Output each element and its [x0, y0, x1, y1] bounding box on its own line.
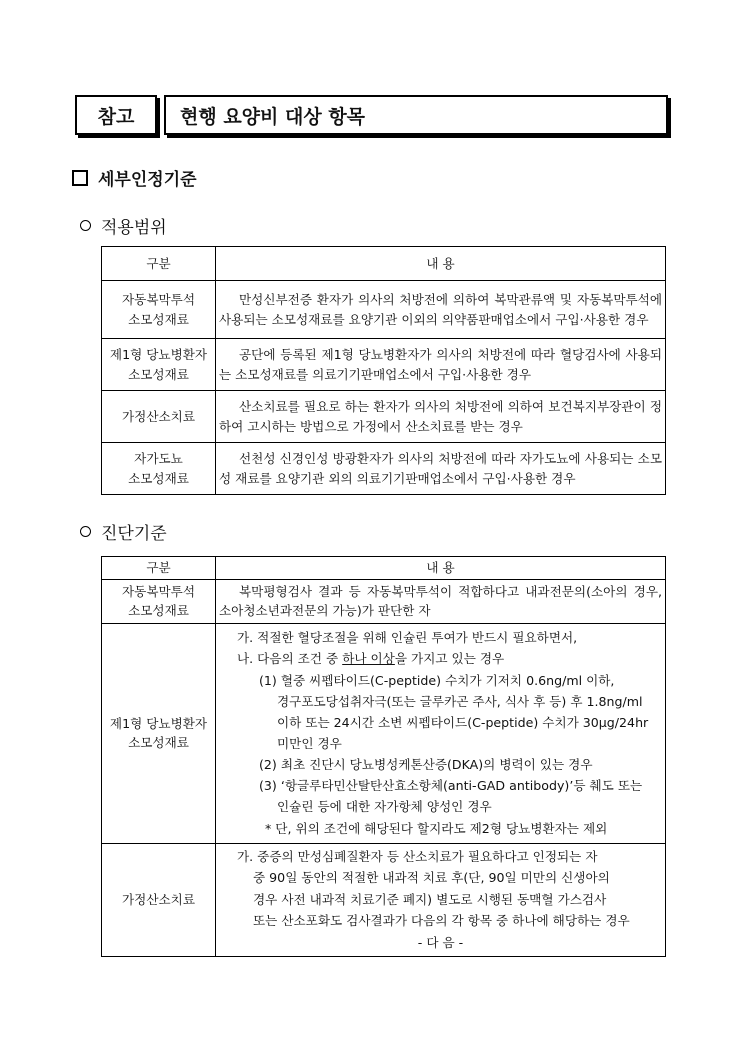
sub-item-3: (3) ‘항글루타민산탈탄산효소항체(anti-GAD antibody)’등 췌도 또는	[259, 778, 643, 794]
row-category	[102, 391, 216, 443]
table-row	[102, 443, 666, 495]
category-line: 소모성재료	[128, 603, 189, 619]
table-row	[102, 339, 666, 391]
square-bullet-icon	[72, 170, 88, 186]
item-ga: 가. 중증의 만성심폐질환자 등 산소치료가 필요하다고 인정되는 자	[237, 849, 598, 864]
row-content: 공단에 등록된 제1형 당뇨병환자가 의사의 처방전에 따라 혈당검사에 사용되는 소모성재료를 의료기기판매업소에서 구입·사용한 경우	[216, 339, 666, 391]
row-category	[102, 579, 216, 623]
circle-bullet-icon	[80, 526, 91, 537]
item-ga: 가. 적절한 혈당조절을 위해 인슐린 투여가 반드시 필요하면서,	[237, 630, 578, 646]
category-line: 제1형 당뇨병환자	[109, 346, 208, 362]
reference-label: 참고	[97, 105, 135, 128]
following-label: - 다 음 -	[417, 934, 464, 950]
row-content: 만성신부전증 환자가 의사의 처방전에 의하여 복막관류액 및 자동복막투석에 사용되는 소모성재료를 요양기관 이외의 의약품판매업소에서 구입·사용한 경우	[216, 281, 666, 339]
table-row	[102, 391, 666, 443]
category-line: 가정산소치료	[122, 891, 195, 907]
category-line: 소모성재료	[128, 470, 189, 486]
category-line: 자가도뇨	[134, 450, 183, 466]
row-content: 선천성 신경인성 방광환자가 의사의 처방전에 따라 자가도뇨에 사용되는 소모성 재료를 요양기관 외의 의료기기판매업소에서 구입·사용한 경우	[216, 443, 666, 495]
criteria-heading	[80, 519, 167, 544]
scope-heading	[80, 213, 167, 238]
row-category	[102, 281, 216, 339]
table-row	[102, 623, 666, 843]
row-content: 복막평형검사 결과 등 자동복막투석이 적합하다고 내과전문의(소아의 경우, 소아청소년과전문의 가능)가 판단한 자	[216, 579, 666, 623]
row-content	[216, 623, 666, 843]
document-title-box	[164, 95, 668, 135]
scope-col-category: 구분	[102, 247, 216, 281]
section-heading	[72, 165, 197, 190]
reference-label-box	[75, 95, 157, 135]
row-category	[102, 843, 216, 956]
category-line: 자동복막투석	[122, 583, 195, 599]
item-na-underlined: 하나 이상	[342, 651, 395, 667]
exclusion-note: * 단, 위의 조건에 해당된다 할지라도 제2형 당뇨병환자는 제외	[265, 820, 608, 836]
category-line: 제1형 당뇨병환자	[109, 715, 208, 731]
row-category	[102, 623, 216, 843]
criteria-col-content: 내 용	[216, 557, 666, 580]
criteria-col-category: 구분	[102, 557, 216, 580]
scope-heading-text: 적용범위	[101, 218, 167, 238]
sub-item-3-cont: 인슐린 등에 대한 자가항체 양성인 경우	[277, 799, 492, 815]
item-na	[219, 648, 662, 669]
table-row	[102, 579, 666, 623]
table-row	[102, 281, 666, 339]
scope-col-content: 내 용	[216, 247, 666, 281]
criteria-heading-text: 진단기준	[101, 524, 167, 544]
table-row	[102, 843, 666, 956]
sub-item-2: (2) 최초 진단시 당뇨병성케톤산증(DKA)의 병력이 있는 경우	[259, 757, 593, 773]
criteria-table-header	[102, 557, 666, 580]
row-content: 산소치료를 필요로 하는 환자가 의사의 처방전에 의하여 보건복지부장관이 정하여 고시하는 방법으로 가정에서 산소치료를 받는 경우	[216, 391, 666, 443]
section-heading-text: 세부인정기준	[98, 170, 197, 190]
category-line: 소모성재료	[128, 311, 189, 327]
scope-table	[101, 246, 666, 495]
sub-item-1: (1) 혈중 씨펩타이드(C-peptide) 수치가 기저치 0.6ng/ml 이하,	[259, 672, 615, 688]
item-na-text: 나. 다음의 조건 중	[237, 651, 343, 667]
row-content	[216, 843, 666, 956]
item-na-text: 을 가지고 있는 경우	[394, 651, 505, 667]
circle-bullet-icon	[80, 220, 91, 231]
category-line: 소모성재료	[128, 366, 189, 382]
category-line: 자동복막투석	[122, 291, 195, 307]
row-category	[102, 339, 216, 391]
item-ga-cont: 중 90일 동안의 적절한 내과적 치료 후(단, 90일 미만의 신생아의	[253, 870, 610, 886]
row-category	[102, 443, 216, 495]
item-ga-cont: 또는 산소포화도 검사결과가 다음의 각 항목 중 하나에 해당하는 경우	[253, 913, 630, 929]
sub-item-1-cont: 경구포도당섭취자극(또는 글루카곤 주사, 식사 후 등) 후 1.8ng/ml	[277, 693, 643, 709]
item-ga-cont: 경우 사전 내과적 치료기준 폐지) 별도로 시행된 동맥혈 가스검사	[253, 891, 607, 907]
sub-item-1-cont: 이하 또는 24시간 소변 씨펩타이드(C-peptide) 수치가 30μg/24hr	[277, 714, 649, 730]
document-title: 현행 요양비 대상 항목	[180, 105, 366, 128]
category-line: 소모성재료	[128, 735, 189, 751]
category-line: 가정산소치료	[122, 408, 195, 424]
scope-table-header	[102, 247, 666, 281]
sub-item-1-cont: 미만인 경우	[277, 736, 342, 752]
criteria-table	[101, 556, 666, 957]
